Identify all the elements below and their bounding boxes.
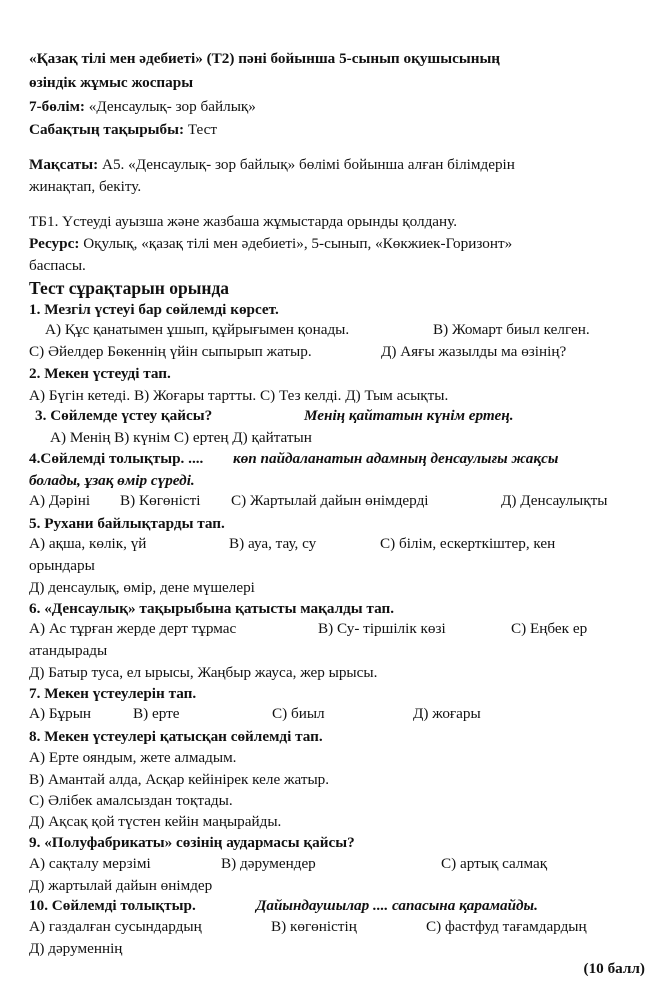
q4-option-c: С) Жартылай дайын өнімдерді [231,492,429,509]
resource-line [29,234,512,254]
q5-option-c: С) білім, ескерткіштер, кен [380,535,556,552]
q10-sentence: Дайындаушылар .... сапасына қарамайды. [256,897,538,914]
question-10: 10. Сөйлемді толықтыр. [29,897,196,914]
goal-value: А5. «Денсаулық- зор байлық» бөлімі бойынша алған білімдерін [101,156,515,173]
q9-option-d: Д) жартылай дайын өнімдер [29,877,213,894]
topic-value: Тест [187,121,218,138]
question-9: 9. «Полуфабрикаты» сөзінің аудармасы қайсы? [29,834,355,851]
q4-sentence-1: көп пайдаланатын адамның денсаулығы жақсы [233,450,559,467]
q5-option-b: В) ауа, тау, су [229,535,317,552]
q6-option-c: С) Еңбек ер [511,620,588,637]
q7-option-b: В) ерте [133,705,180,722]
q4-option-a: А) Дәріні [29,492,91,509]
section-label: 7-бөлім: [29,98,85,115]
topic-label: Сабақтың тақырыбы: [29,121,185,138]
tb-line: ТБ1. Үстеуді ауызша және жазбаша жұмыстарда орынды қолдану. [29,213,458,230]
q10-option-d: Д) дәруменнің [29,940,123,957]
q4-option-b: В) Көгөністі [120,492,201,509]
q4-sentence-2: болады, ұзақ өмір сүреді. [29,472,195,489]
resource-line-2: баспасы. [29,257,86,274]
q9-option-c: С) артық салмақ [441,855,548,872]
test-title: Тест сұрақтарын орында [29,278,230,298]
section-value: «Денсаулық- зор байлық» [88,98,256,115]
q5-option-c-cont: орындары [29,557,95,574]
q7-option-d: Д) жоғары [413,705,481,722]
question-7: 7. Мекен үстеулерін тап. [29,685,197,702]
question-3: 3. Сөйлемде үстеу қайсы? [35,407,213,424]
question-6: 6. «Денсаулық» тақырыбына қатысты мақалды тап. [29,600,395,617]
q7-option-c: С) биыл [272,705,325,722]
q1-option-c: С) Әйелдер Бөкеннің үйін сыпырып жатыр. [29,343,312,360]
q3-options: А) Менің В) күнім С) ертең Д) қайтатын [50,429,312,446]
q5-option-d: Д) денсаулық, өмір, дене мүшелері [29,579,255,596]
q7-option-a: А) Бұрын [29,705,92,722]
q1-option-a: А) Құс қанатымен ұшып, құйрығымен қонады. [45,321,350,338]
goal-label: Мақсаты: [29,156,99,173]
q3-sentence: Менің қайтатын күнім ертең. [304,407,514,424]
question-4: 4.Сөйлемді толықтыр. .... [29,450,204,467]
resource-label: Ресурс: [29,235,80,252]
q9-option-a: А) сақталу мерзімі [29,855,151,872]
q6-option-d: Д) Батыр туса, ел ырысы, Жаңбыр жауса, жер ырысы. [29,664,378,681]
q8-option-c: С) Әлібек амалсыздан тоқтады. [29,792,233,809]
question-2: 2. Мекен үстеуді тап. [29,365,171,382]
q2-options: А) Бүгін кетеді. В) Жоғары тартты. С) Тез келді. Д) Тым асықты. [29,387,449,404]
q6-option-a: А) Ас тұрған жерде дерт тұрмас [29,620,237,637]
question-5: 5. Рухани байлықтарды тап. [29,515,225,532]
q4-option-d: Д) Денсаулықты [501,492,608,509]
q10-option-c: С) фастфуд тағамдардың [426,918,587,935]
q1-option-d: Д) Аяғы жазылды ма өзінің? [381,343,567,360]
q10-option-a: А) газдалған сусындардың [29,918,202,935]
q6-option-c-cont: атандырады [29,642,108,659]
resource-value: Оқулық, «қазақ тілі мен әдебиеті», 5-сынып, «Көкжиек-Горизонт» [83,235,513,252]
q8-option-a: А) Ерте ояндым, жете алмадым. [29,749,237,766]
q1-option-b: В) Жомарт биыл келген. [433,321,590,338]
goal-line [29,155,515,175]
q5-option-a: А) ақша, көлік, үй [29,535,147,552]
q9-option-b: В) дәрумендер [221,855,316,872]
section-line [29,97,256,117]
topic-line [29,120,217,140]
score-label: (10 балл) [583,960,645,977]
q8-option-b: В) Амантай алда, Асқар кейінірек келе жатыр. [29,771,330,788]
goal-line-2: жинақтап, бекіту. [29,178,142,195]
doc-title-line-2: өзіндік жұмыс жоспары [29,74,194,91]
question-1: 1. Мезгіл үстеуі бар сөйлемді көрсет. [29,301,279,318]
q10-option-b: В) көгөністің [271,918,357,935]
doc-title-line-1: «Қазақ тілі мен әдебиеті» (Т2) пәні бойынша 5-сынып оқушысының [29,50,501,67]
q8-option-d: Д) Ақсақ қой түстен кейін маңырайды. [29,813,282,830]
q6-option-b: В) Су- тіршілік көзі [318,620,446,637]
question-8: 8. Мекен үстеулері қатысқан сөйлемді тап. [29,728,323,745]
